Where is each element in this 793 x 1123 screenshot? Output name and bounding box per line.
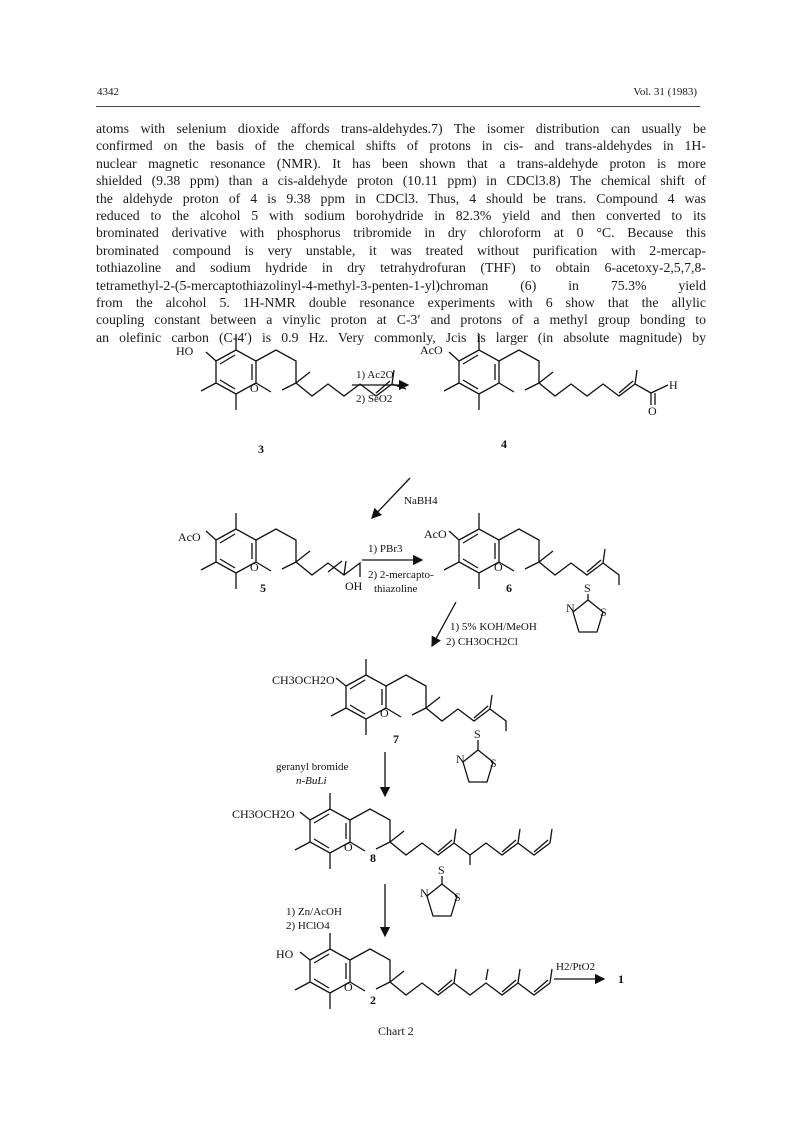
ring-oxygen-label: O <box>250 381 259 395</box>
reagent-step4-line2: 2) CH3OCH2Cl <box>446 636 518 648</box>
body-line: shielded (9.38 ppm) than a cis-aldehyde proton (10.11 ppm) in CDCl3.8) The chemical shift of <box>96 173 706 189</box>
compound-6-number: 6 <box>506 581 512 595</box>
sulfur-label: S <box>454 890 461 904</box>
compound-7-substituent: CH3OCH2O <box>272 673 335 687</box>
reagent-step3-line3: thiazoline <box>374 583 418 595</box>
body-line: atoms with selenium dioxide affords trans-aldehydes.7) The isomer distribution can usually be <box>96 121 706 136</box>
ring-oxygen-label: O <box>250 560 259 574</box>
body-line: tetramethyl-2-(5-mercaptothiazolinyl-4-methyl-3-penten-1-yl)chroman (6) in 75.3% yield <box>96 277 706 293</box>
compound-3-substituent: HO <box>176 344 194 358</box>
sulfur-label: S <box>438 863 445 877</box>
compound-8-substituent: CH3OCH2O <box>232 807 295 821</box>
reagent-step1-line1: 1) Ac2O <box>356 369 394 381</box>
page-number: 4342 <box>97 86 119 98</box>
sulfur-label: S <box>490 756 497 770</box>
body-line: brominated derivative with phosphorus tribromide in dry chloroform at 0 °C. Because this <box>96 225 706 241</box>
body-line: tothiazoline and sodium hydride in dry tetrahydrofuran (THF) to obtain 6-acetoxy-2,5,7,8- <box>96 260 706 276</box>
compound-5-oh: OH <box>345 579 363 593</box>
body-line: the aldehyde proton of 4 is 9.38 ppm in CDCl3. Thus, 4 should be trans. Compound 4 was <box>96 190 706 206</box>
ring-oxygen-label: O <box>344 840 353 854</box>
body-line: reduced to the alcohol 5 with sodium borohydride in 82.3% yield and then converted to its <box>96 208 706 224</box>
compound-2-substituent: HO <box>276 947 294 961</box>
ring-oxygen-label: O <box>494 560 503 574</box>
reagent-step3-line1: 1) PBr3 <box>368 543 403 555</box>
compound-5-number: 5 <box>260 581 266 595</box>
nitrogen-label: N <box>566 601 575 615</box>
body-line: nuclear magnetic resonance (NMR). It has been shown that a trans-aldehyde proton is more <box>96 155 706 171</box>
reagent-step6-line2: 2) HClO4 <box>286 920 330 932</box>
chart-caption: Chart 2 <box>378 1024 414 1038</box>
reagent-step7: H2/PtO2 <box>556 961 596 973</box>
body-line: an olefinic carbon (C-4′) is 0.9 Hz. Very commonly, Jcis is larger (in absolute magnitude) by <box>96 329 706 345</box>
compound-7-number: 7 <box>393 732 399 746</box>
sulfur-label: S <box>600 605 607 619</box>
ring-oxygen-label: O <box>380 706 389 720</box>
aldehyde-o-label: O <box>648 404 657 418</box>
compound-5-structure <box>201 513 360 589</box>
reagent-step2: NaBH4 <box>404 495 438 507</box>
compound-3-number: 3 <box>258 442 264 456</box>
ring-oxygen-label: O <box>344 980 353 994</box>
sulfur-label: S <box>474 727 481 741</box>
reagent-step5-line1: geranyl bromide <box>276 761 349 773</box>
body-line: brominated compound is very unstable, it was treated without purification with 2-mercap- <box>96 242 706 258</box>
reagent-step3-line2: 2) 2-mercapto- <box>368 569 434 581</box>
reagent-step5-line2: n-BuLi <box>296 775 327 787</box>
compound-5-substituent: AcO <box>178 530 201 544</box>
compound-2-structure <box>295 933 552 1009</box>
body-line: coupling constant between a vinylic proton at C-3′ and protons of a methyl group bonding to <box>96 312 706 328</box>
nitrogen-label: N <box>420 886 429 900</box>
body-line: from the alcohol 5. 1H-NMR double resonance experiments with 6 show that the allylic <box>96 295 706 311</box>
compound-2-number: 2 <box>370 993 376 1007</box>
reagent-step4-line1: 1) 5% KOH/MeOH <box>450 621 537 633</box>
compound-4-substituent: AcO <box>420 343 443 357</box>
compound-8-number: 8 <box>370 851 376 865</box>
sulfur-label: S <box>584 581 591 595</box>
body-line: confirmed on the basis of the chemical shifts of protons in cis- and trans-aldehydes in 1H- <box>96 138 706 154</box>
compound-6-substituent: AcO <box>424 527 447 541</box>
compound-6-structure <box>444 513 619 632</box>
compound-4-structure <box>444 334 668 410</box>
compound-1-number: 1 <box>618 972 624 986</box>
compound-7-structure <box>331 659 506 782</box>
nitrogen-label: N <box>456 752 465 766</box>
volume-label: Vol. 31 (1983) <box>633 86 697 98</box>
aldehyde-h-label: H <box>669 378 678 392</box>
compound-4-number: 4 <box>501 437 507 451</box>
reagent-step1-line2: 2) SeO2 <box>356 393 393 405</box>
reagent-step6-line1: 1) Zn/AcOH <box>286 906 342 918</box>
